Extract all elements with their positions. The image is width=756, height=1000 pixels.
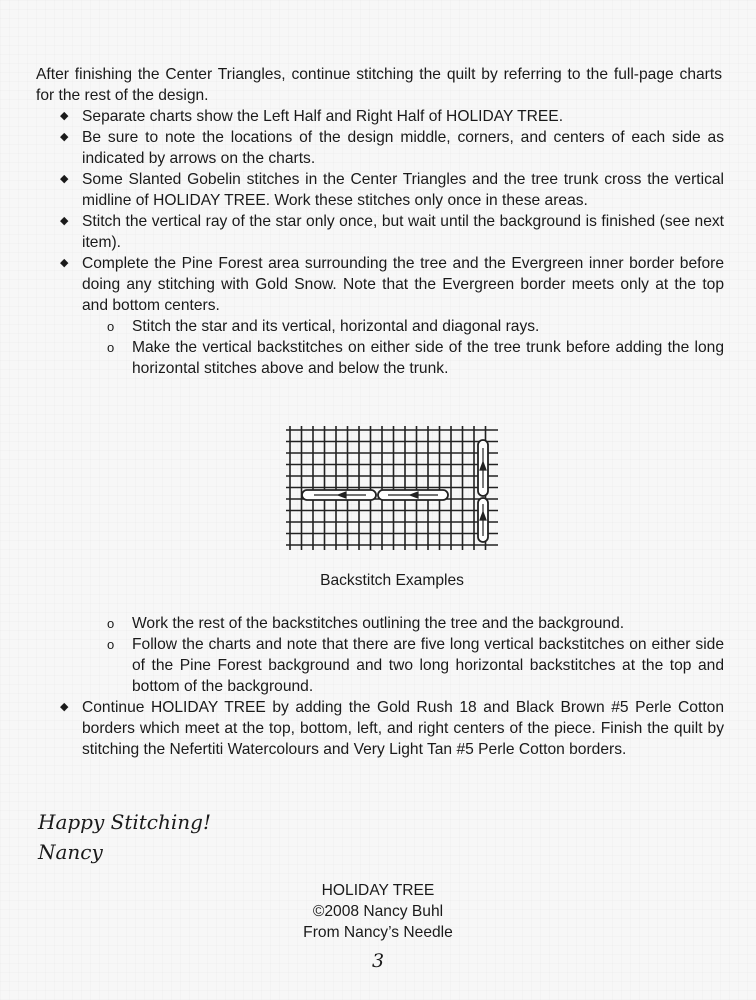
diamond-bullet-icon: ◆	[60, 701, 69, 713]
diamond-bullet-icon: ◆	[60, 173, 69, 185]
sub-bullet-item	[107, 337, 724, 379]
footer-credit	[200, 880, 556, 943]
bullet-item	[60, 253, 724, 316]
bullet-list-bottom	[0, 613, 756, 760]
sub-bullet-text: Make the vertical backstitches on either side of the tree trunk before adding the long horizontal stitches above and below the trunk.	[132, 339, 724, 377]
circle-bullet-icon: o	[107, 616, 115, 631]
diamond-bullet-icon: ◆	[60, 215, 69, 227]
bullet-item	[60, 106, 724, 127]
bullet-item	[60, 211, 724, 253]
sub-bullet-text: Work the rest of the backstitches outlining the tree and the background.	[132, 615, 625, 632]
bullet-item	[60, 697, 724, 760]
diamond-bullet-icon: ◆	[60, 131, 69, 143]
bullet-text: Complete the Pine Forest area surrounding the tree and the Evergreen inner border before doing any stitching with Gold Snow. Note that the Evergreen border meets only at the top and bottom centers.	[82, 255, 724, 314]
page-number: 3	[371, 950, 385, 972]
bullet-item	[60, 169, 724, 211]
bullet-item	[60, 127, 724, 169]
circle-bullet-icon: o	[107, 319, 115, 334]
bullet-text: Continue HOLIDAY TREE by adding the Gold Rush 18 and Black Brown #5 Perle Cotton borders which meet at the top, bottom, left, and right centers of the piece. Finish the quilt by stitching the Nefertiti Watercolours and Very Light Tan #5 Perle Cotton borders.	[82, 699, 724, 758]
sub-bullet-item	[107, 316, 724, 337]
backstitch-diagram	[286, 426, 498, 550]
circle-bullet-icon: o	[107, 637, 115, 652]
bullet-list-top	[0, 106, 756, 379]
intro-paragraph: After finishing the Center Triangles, continue stitching the quilt by referring to the full-page charts for the rest of the design.	[36, 66, 722, 104]
footer-source: From Nancy’s Needle	[303, 924, 453, 941]
bullet-text: Stitch the vertical ray of the star only once, but wait until the background is finished (see next item).	[82, 213, 724, 251]
sub-bullet-item	[107, 634, 724, 697]
footer-copyright: ©2008 Nancy Buhl	[312, 903, 444, 920]
closing-name: Nancy	[38, 840, 103, 864]
sub-bullet-item	[107, 613, 724, 634]
figure-caption: Backstitch Examples	[320, 572, 464, 589]
bullet-text: Some Slanted Gobelin stitches in the Center Triangles and the tree trunk cross the vertical midline of HOLIDAY TREE. Work these stitches only once in these areas.	[82, 171, 724, 209]
closing-signature	[38, 807, 211, 867]
circle-bullet-icon: o	[107, 340, 115, 355]
bullet-text: Be sure to note the locations of the design middle, corners, and centers of each side as indicated by arrows on the charts.	[82, 129, 724, 167]
bullet-text: Separate charts show the Left Half and Right Half of HOLIDAY TREE.	[82, 108, 564, 125]
diamond-bullet-icon: ◆	[60, 110, 69, 122]
sub-bullet-text: Stitch the star and its vertical, horizontal and diagonal rays.	[132, 318, 540, 335]
diamond-bullet-icon: ◆	[60, 257, 69, 269]
sub-bullet-text: Follow the charts and note that there are five long vertical backstitches on either side of the Pine Forest background and two long horizontal backstitches at the top and bottom of the background.	[132, 636, 724, 695]
footer-title: HOLIDAY TREE	[321, 882, 435, 899]
closing-greeting: Happy Stitching!	[38, 810, 211, 834]
